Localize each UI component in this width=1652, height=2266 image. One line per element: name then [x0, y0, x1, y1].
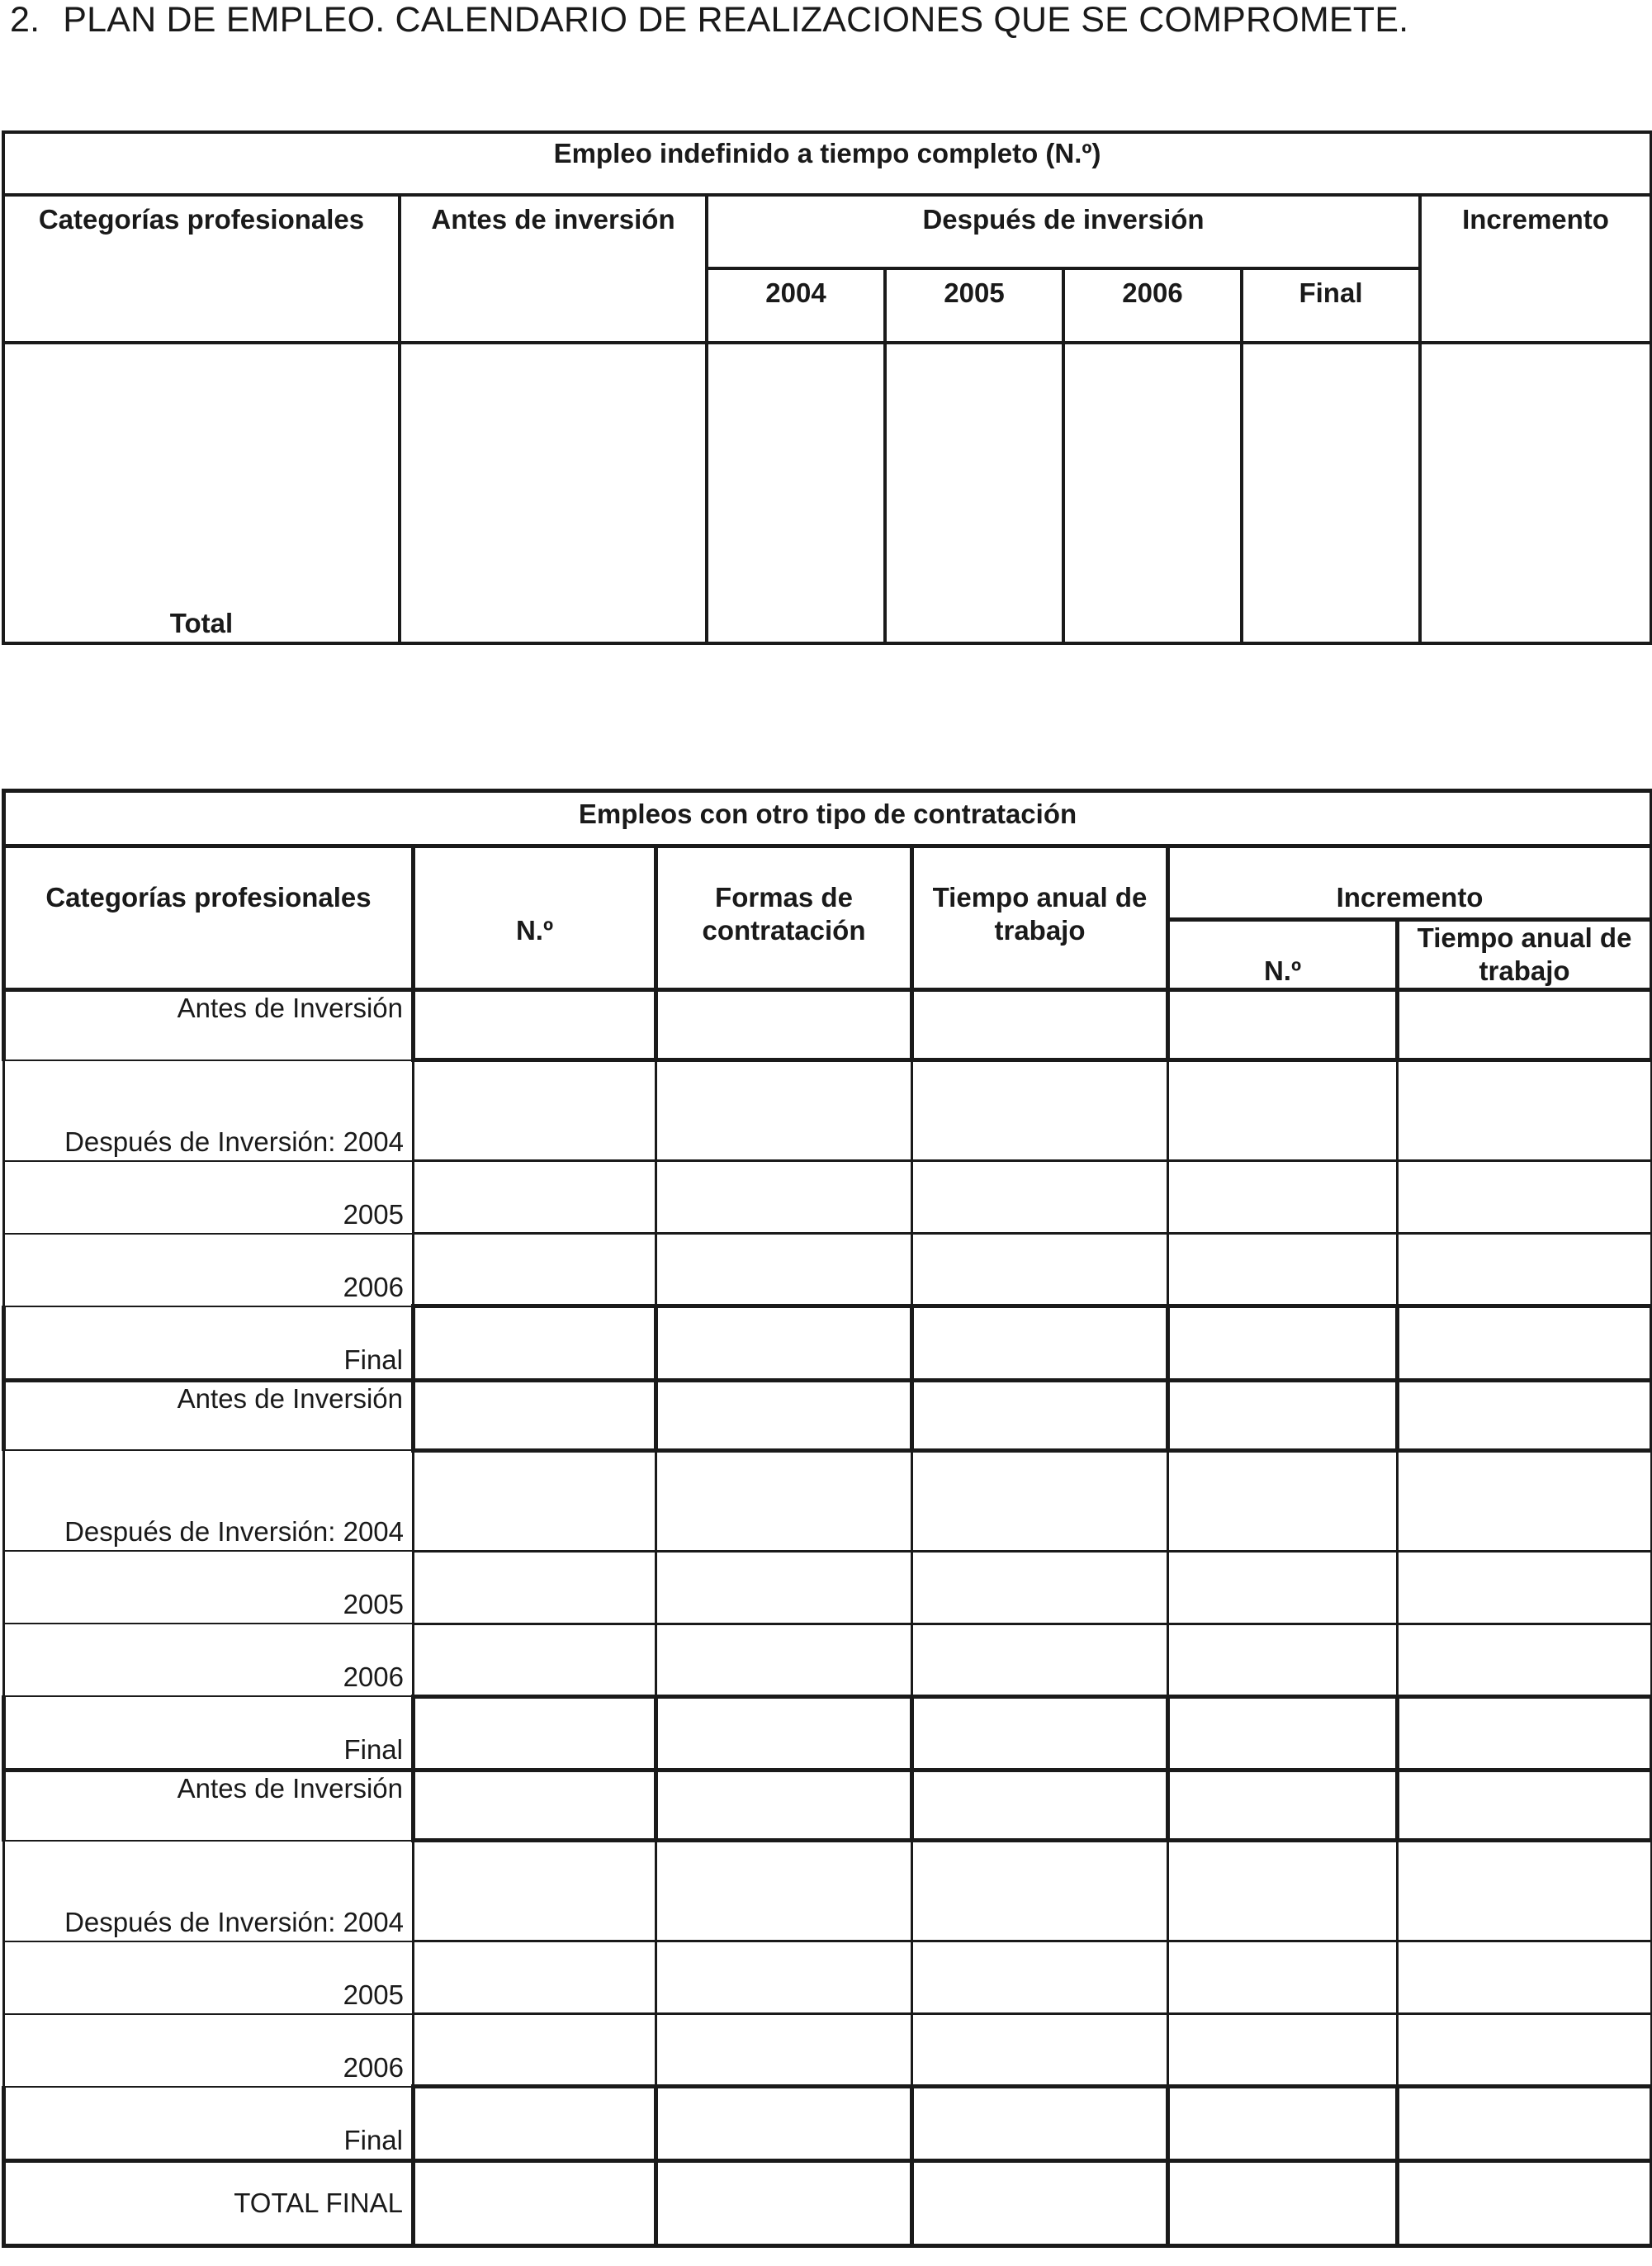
- table-row: [4, 2160, 1652, 2245]
- row-label: TOTAL FINAL: [234, 2187, 403, 2218]
- table1-year-2005: [885, 268, 1063, 343]
- table2-tiempo-label: Tiempo anual de trabajo: [932, 882, 1148, 946]
- table2-cell[interactable]: [912, 1771, 1168, 1841]
- table2-cell[interactable]: [912, 1841, 1168, 1941]
- table2-cell[interactable]: [656, 1161, 912, 1234]
- row-label-2006: [4, 1624, 414, 1696]
- table2-cell[interactable]: [414, 1306, 656, 1381]
- table2-cell[interactable]: [656, 990, 912, 1060]
- table1-total-label: Total: [169, 608, 234, 638]
- table2-cell[interactable]: [1398, 2014, 1652, 2087]
- table2-sub-numero-label: N.º: [1263, 955, 1302, 986]
- row-label-2005: [4, 1551, 414, 1624]
- table2-cell[interactable]: [656, 1696, 912, 1771]
- table2-cell[interactable]: [414, 990, 656, 1060]
- table2-cell[interactable]: [656, 1941, 912, 2014]
- table1-header-incremento: [1420, 195, 1651, 343]
- table2-cell[interactable]: [656, 1624, 912, 1696]
- table2-cell[interactable]: [912, 2014, 1168, 2087]
- table2-cell[interactable]: [414, 2087, 656, 2161]
- table2-cell[interactable]: [912, 990, 1168, 1060]
- table2-cell[interactable]: [912, 2087, 1168, 2161]
- row-label: Antes de Inversión: [177, 1382, 403, 1414]
- table2-cell[interactable]: [414, 1380, 656, 1450]
- table1-categorias-label: Categorías profesionales: [38, 204, 365, 235]
- table-row: [4, 1306, 1652, 1381]
- row-label: Antes de Inversión: [177, 1773, 403, 1804]
- table2-cell[interactable]: [912, 1450, 1168, 1551]
- row-label: Después de Inversión: 2004: [64, 1906, 404, 1937]
- table-row: [4, 2014, 1652, 2087]
- heading-text: PLAN DE EMPLEO. CALENDARIO DE REALIZACIONES QUE SE COMPROMETE.: [63, 0, 1409, 40]
- table1-cell-final[interactable]: [1242, 343, 1420, 643]
- table2-cell[interactable]: [414, 1161, 656, 1234]
- table1-header-despues: [707, 195, 1420, 268]
- table1-cell-2006[interactable]: [1063, 343, 1242, 643]
- table2-cell[interactable]: [912, 1161, 1168, 1234]
- table2-cell[interactable]: [1168, 1234, 1398, 1306]
- row-label-2006: [4, 1234, 414, 1306]
- row-label: Después de Inversión: 2004: [64, 1516, 404, 1547]
- table2-numero-label: N.º: [515, 915, 554, 946]
- table2-cell[interactable]: [1168, 2014, 1398, 2087]
- table1-cell-2004[interactable]: [707, 343, 885, 643]
- table2-cell[interactable]: [1168, 1161, 1398, 1234]
- table2-cell[interactable]: [1168, 990, 1398, 1060]
- table2-cell[interactable]: [912, 1380, 1168, 1450]
- table2-cell[interactable]: [1168, 1380, 1398, 1450]
- table2-cell[interactable]: [1398, 1380, 1652, 1450]
- table-row: [4, 1380, 1652, 1450]
- table2-cell[interactable]: [912, 1551, 1168, 1624]
- table1-incremento-label: Incremento: [1462, 204, 1609, 235]
- table2-cell[interactable]: [1398, 990, 1652, 1060]
- table2-cell[interactable]: [1168, 1841, 1398, 1941]
- table2-subheader-tiempo: [1398, 920, 1652, 990]
- table2-cell[interactable]: [1168, 1060, 1398, 1161]
- table-row: [4, 1841, 1652, 1941]
- table1-title-cell: [3, 132, 1651, 195]
- year-label: 2005: [944, 277, 1005, 308]
- table2-cell[interactable]: [656, 1771, 912, 1841]
- table2-cell[interactable]: [1168, 1306, 1398, 1381]
- table1-total-cell: [3, 343, 400, 643]
- table2-cell[interactable]: [656, 1380, 912, 1450]
- table2-title: Empleos con otro tipo de contratación: [578, 799, 1077, 829]
- row-label: 2006: [343, 1662, 404, 1692]
- table2-cell[interactable]: [414, 1060, 656, 1161]
- other-contract-employment-table: [2, 789, 1652, 2248]
- row-label: Final: [343, 2124, 403, 2155]
- table-row: [4, 990, 1652, 1060]
- table2-cell[interactable]: [1168, 2160, 1398, 2245]
- table2-cell[interactable]: [912, 1234, 1168, 1306]
- table2-cell[interactable]: [656, 1060, 912, 1161]
- row-label-antes: [4, 1771, 414, 1841]
- row-label: Antes de Inversión: [177, 993, 403, 1023]
- table2-cell[interactable]: [414, 1841, 656, 1941]
- row-label: Final: [343, 1734, 403, 1765]
- table2-cell[interactable]: [656, 1450, 912, 1551]
- row-label-total-final: [4, 2160, 414, 2245]
- table2-cell[interactable]: [1168, 1551, 1398, 1624]
- table-row: [4, 1696, 1652, 1771]
- row-label-2005: [4, 1161, 414, 1234]
- row-label-final: [4, 2087, 414, 2161]
- row-label-antes: [4, 990, 414, 1060]
- table2-cell[interactable]: [1168, 1450, 1398, 1551]
- table2-header-numero: [414, 846, 656, 990]
- table1-year-2004: [707, 268, 885, 343]
- table2-subheader-numero: [1168, 920, 1398, 990]
- table2-cell[interactable]: [1168, 1624, 1398, 1696]
- row-label: 2006: [343, 2051, 404, 2083]
- table-row: [4, 1771, 1652, 1841]
- row-label-antes: [4, 1380, 414, 1450]
- table2-cell[interactable]: [414, 1771, 656, 1841]
- table2-cell[interactable]: [1398, 1696, 1652, 1771]
- table2-cell[interactable]: [1398, 2087, 1652, 2161]
- table2-sub-tiempo-label: Tiempo anual de trabajo: [1417, 922, 1632, 986]
- table-row: [4, 1161, 1652, 1234]
- table2-cell[interactable]: [656, 1841, 912, 1941]
- table2-cell[interactable]: [912, 2160, 1168, 2245]
- table1-year-final: [1242, 268, 1420, 343]
- row-label-final: [4, 1696, 414, 1771]
- table2-title-cell: [4, 791, 1652, 846]
- table-row: [4, 1060, 1652, 1161]
- table2-cell[interactable]: [414, 1551, 656, 1624]
- table2-cell[interactable]: [414, 1624, 656, 1696]
- table2-cell[interactable]: [656, 1551, 912, 1624]
- permanent-employment-table: [2, 130, 1652, 645]
- table1-title: Empleo indefinido a tiempo completo (N.º): [553, 138, 1101, 168]
- table2-cell[interactable]: [656, 1306, 912, 1381]
- table2-cell[interactable]: [1398, 1234, 1652, 1306]
- page-heading: [10, 0, 1408, 40]
- row-label-final: [4, 1306, 414, 1381]
- table2-cell[interactable]: [1398, 1624, 1652, 1696]
- table2-cell[interactable]: [656, 2014, 912, 2087]
- table2-cell[interactable]: [414, 1696, 656, 1771]
- row-label: 2005: [343, 1198, 404, 1230]
- heading-number: 2.: [10, 0, 40, 40]
- table2-cell[interactable]: [414, 2014, 656, 2087]
- table-row: [4, 1450, 1652, 1551]
- table2-cell[interactable]: [912, 1624, 1168, 1696]
- table2-cell[interactable]: [1398, 2160, 1652, 2245]
- table1-cell-2005[interactable]: [885, 343, 1063, 643]
- table2-cell[interactable]: [1398, 1841, 1652, 1941]
- table2-cell[interactable]: [1398, 1161, 1652, 1234]
- table2-cell[interactable]: [912, 1941, 1168, 2014]
- table2-header-categorias: [4, 846, 414, 990]
- year-label: Final: [1299, 277, 1363, 308]
- table1-header-categorias: [3, 195, 400, 343]
- table2-cell[interactable]: [1168, 1771, 1398, 1841]
- table2-formas-label: Formas de contratación: [702, 882, 866, 946]
- table2-cell[interactable]: [912, 1306, 1168, 1381]
- table2-cell[interactable]: [1398, 1551, 1652, 1624]
- table1-cell-incremento[interactable]: [1420, 343, 1651, 643]
- table2-incremento-label: Incremento: [1336, 882, 1484, 913]
- row-label: Final: [343, 1344, 403, 1375]
- table2-cell[interactable]: [1168, 1941, 1398, 2014]
- year-label: 2004: [765, 277, 826, 308]
- row-label-despues: [4, 1841, 414, 1941]
- row-label-despues: [4, 1060, 414, 1161]
- row-label-2005: [4, 1941, 414, 2014]
- table2-header-tiempo: [912, 846, 1168, 990]
- table2-cell[interactable]: [1168, 2087, 1398, 2161]
- table2-cell[interactable]: [414, 1450, 656, 1551]
- table2-cell[interactable]: [1398, 1771, 1652, 1841]
- table-row: [4, 1551, 1652, 1624]
- table2-cell[interactable]: [1168, 1696, 1398, 1771]
- row-label-2006: [4, 2014, 414, 2087]
- table1-cell-antes[interactable]: [400, 343, 707, 643]
- row-label: Después de Inversión: 2004: [64, 1126, 404, 1157]
- row-label: 2005: [343, 1589, 404, 1619]
- row-label: 2005: [343, 1979, 404, 2010]
- table2-cell[interactable]: [1398, 1306, 1652, 1381]
- table2-cell[interactable]: [1398, 1450, 1652, 1551]
- year-label: 2006: [1122, 277, 1183, 308]
- row-label: 2006: [343, 1271, 404, 1302]
- table-row: [4, 1624, 1652, 1696]
- table2-cell[interactable]: [414, 1234, 656, 1306]
- table2-header-incremento: [1168, 846, 1652, 920]
- table2-header-formas: [656, 846, 912, 990]
- row-label-despues: [4, 1450, 414, 1551]
- table2-cell[interactable]: [656, 2087, 912, 2161]
- table2-categorias-label: Categorías profesionales: [45, 882, 372, 913]
- table2-cell[interactable]: [656, 2160, 912, 2245]
- table-row: [4, 1234, 1652, 1306]
- table2-cell[interactable]: [912, 1696, 1168, 1771]
- table1-despues-label: Después de inversión: [922, 204, 1205, 235]
- table2-cell[interactable]: [656, 1234, 912, 1306]
- table2-cell[interactable]: [414, 1941, 656, 2014]
- table2-cell[interactable]: [414, 2160, 656, 2245]
- table2-cell[interactable]: [1398, 1060, 1652, 1161]
- table1-header-antes: [400, 195, 707, 343]
- table-row: [4, 1941, 1652, 2014]
- table-row: [4, 2087, 1652, 2161]
- table1-antes-label: Antes de inversión: [431, 204, 675, 235]
- table1-year-2006: [1063, 268, 1242, 343]
- table2-cell[interactable]: [912, 1060, 1168, 1161]
- table2-cell[interactable]: [1398, 1941, 1652, 2014]
